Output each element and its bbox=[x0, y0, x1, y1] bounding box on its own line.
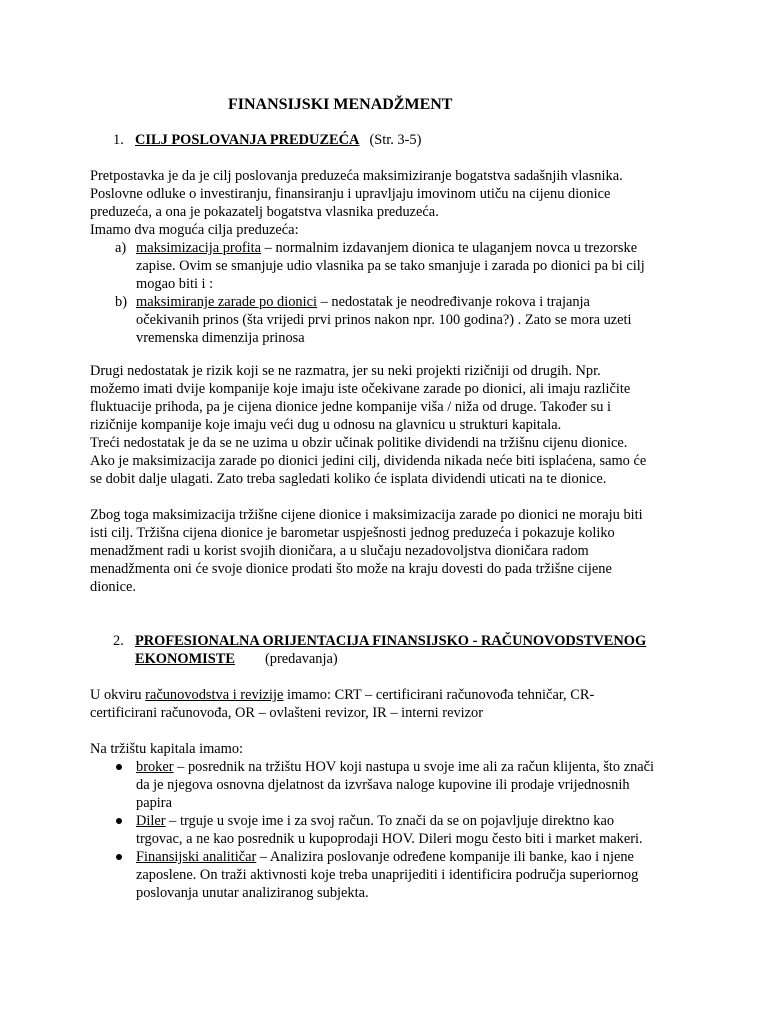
text-line: preduzeća, a ona je pokazatelj bogatstva vlasnika preduzeća. bbox=[90, 204, 439, 220]
text-line: fluktuacije prihoda, pa je cijena dionice jedne kompanije viša / niža od druge. Također su i bbox=[90, 399, 612, 415]
text-line: vremenska dimenzija prinosa bbox=[136, 330, 305, 346]
text-line: se dobit dalje ulagati. Zato treba sagledati koliko će isplata dividendi uticati na te dionice. bbox=[90, 471, 607, 487]
section-number: 1. bbox=[113, 132, 124, 148]
text-line: Pretpostavka je da je cilj poslovanja preduzeća maksimiziranje bogatstva sadašnjih vlasnika. bbox=[90, 168, 623, 184]
section-note: (predavanja) bbox=[264, 651, 338, 667]
text-line: da je njegova osnovna djelatnost da izvršava naloge kupovine ili prodaje vrijednosnih bbox=[136, 777, 630, 793]
risk-paragraph bbox=[90, 362, 690, 488]
bullet-icon bbox=[116, 818, 122, 824]
accounting-term: računovodstva i revizije bbox=[145, 687, 284, 703]
section-2-heading bbox=[113, 632, 646, 668]
list-marker: a) bbox=[115, 240, 127, 256]
text-line: – trguje u svoje ime i za svoj račun. To znači da se on pojavljuje direktno kao bbox=[165, 813, 615, 829]
text-line: – posrednik na tržištu HOV koji nastupa u svoje ime ali za račun klijenta, što znači bbox=[173, 759, 655, 775]
bullet-icon bbox=[116, 854, 122, 860]
text-line: mogao biti i : bbox=[136, 276, 214, 292]
text-line: Ako je maksimizacija zarade po dionici jedini cilj, dividenda nikada neće biti isplaćena, samo će bbox=[90, 453, 647, 469]
text-line: certificirani računovođa, OR – ovlašteni revizor, IR – interni revizor bbox=[90, 705, 484, 721]
goal-term: maksimiranje zarade po dionici bbox=[136, 294, 318, 310]
goals-list bbox=[90, 239, 690, 347]
section-number: 2. bbox=[113, 633, 124, 649]
bullet-icon bbox=[116, 764, 122, 770]
list-item bbox=[90, 239, 690, 293]
text-line: – nedostatak je neodređivanje rokova i trajanja bbox=[317, 294, 590, 310]
text-line: dionice. bbox=[90, 579, 136, 595]
role-term: Diler bbox=[136, 813, 166, 829]
text-line: poslovanja unutar analiziranog subjekta. bbox=[136, 885, 369, 901]
section-title: CILJ POSLOVANJA PREDUZEĆA bbox=[135, 132, 360, 148]
text-line: možemo imati dvije kompanije koje imaju iste očekivane zarade po dionici, ali imaju različite bbox=[90, 381, 631, 397]
text-line bbox=[90, 686, 690, 704]
text-line: rizičnije kompanije koje imaju veći dug u odnosu na glavnicu u strukturi kapitala. bbox=[90, 417, 562, 433]
text-line: zaposlene. On traži aktivnosti koje treba unaprijediti i identificira područja superiornog bbox=[136, 867, 639, 883]
text-line: Poslovne odluke o investiranju, finansiranju i upravljaju imovinom utiču na cijenu dionice bbox=[90, 186, 611, 202]
market-intro bbox=[90, 740, 690, 758]
text-line: trgovac, a ne kao posrednik u kupoprodaji HOV. Dileri mogu često biti i market makeri. bbox=[136, 831, 643, 847]
section-title: PROFESIONALNA ORIJENTACIJA FINANSIJSKO - RAČUNOVODSTVENOG bbox=[135, 633, 647, 649]
text-line: zapise. Ovim se smanjuje udio vlasnika pa se tako smanjuje i zarada po dionici pa bi cilj bbox=[136, 258, 645, 274]
text-line: Treći nedostatak je da se ne uzima u obzir učinak politike dividendi na tržišnu cijenu dionice. bbox=[90, 435, 628, 451]
section-title-continued: EKONOMISTE bbox=[135, 651, 235, 667]
text-line: menadžmenta oni će svoje dionice prodati što može na kraju dovesti do pada tržišne cijene bbox=[90, 561, 612, 577]
list-item bbox=[90, 848, 690, 902]
market-price-paragraph bbox=[90, 506, 690, 596]
list-item bbox=[90, 758, 690, 812]
list-item bbox=[90, 293, 690, 347]
list-marker: b) bbox=[115, 294, 127, 310]
text-line: papira bbox=[136, 795, 172, 811]
list-item bbox=[90, 812, 690, 848]
section-note: (Str. 3-5) bbox=[369, 132, 422, 148]
text-line: – Analizira poslovanje određene kompanije ili banke, kao i njene bbox=[256, 849, 634, 865]
text-line: menadžment radi u korist svojih dioničara, a u slučaju nezadovoljstva dioničara radom bbox=[90, 543, 589, 559]
role-term: Finansijski analitičar bbox=[136, 849, 257, 865]
document-title: FINANSIJSKI MENADŽMENT bbox=[228, 96, 453, 113]
text-line: Drugi nedostatak je rizik koji se ne razmatra, jer su neki projekti rizičniji od drugih. Npr. bbox=[90, 363, 601, 379]
text-line: Na tržištu kapitala imamo: bbox=[90, 741, 244, 757]
market-roles-list bbox=[90, 758, 690, 902]
text-prefix: U okviru bbox=[90, 687, 146, 703]
text-line: Imamo dva moguća cilja preduzeća: bbox=[90, 222, 299, 238]
accounting-paragraph bbox=[90, 686, 690, 722]
goal-term: maksimizacija profita bbox=[136, 240, 262, 256]
text-line: Zbog toga maksimizacija tržišne cijene dionice i maksimizacija zarade po dionici ne moraju biti bbox=[90, 507, 643, 523]
text-line: isti cilj. Tržišna cijena dionice je barometar uspješnosti jednog preduzeća i pokazuje koliko bbox=[90, 525, 615, 541]
role-term: broker bbox=[136, 759, 174, 775]
section-1-heading bbox=[113, 131, 421, 149]
text-line: očekivanih prinos (šta vrijedi prvi prinos nakon npr. 100 godina?) . Zato se mora uzeti bbox=[136, 312, 632, 328]
intro-paragraph bbox=[90, 167, 690, 239]
text-rest: imamo: CRT – certificirani računovođa tehničar, CR- bbox=[283, 687, 595, 703]
text-line: – normalnim izdavanjem dionica te ulaganjem novca u trezorske bbox=[261, 240, 638, 256]
